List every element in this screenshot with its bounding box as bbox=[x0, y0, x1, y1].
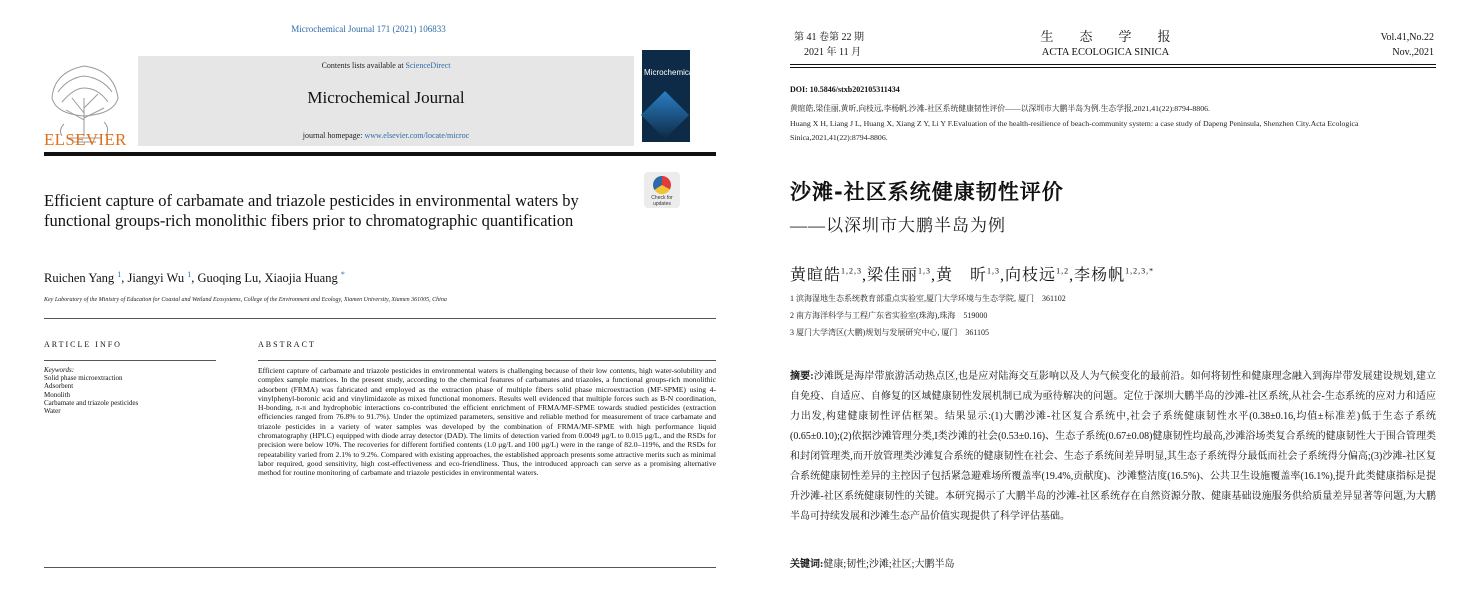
journal-homepage-line: journal homepage: www.elsevier.com/locate/microc bbox=[302, 131, 470, 140]
author-affiliation-mark[interactable]: 1 bbox=[187, 270, 192, 279]
abstract-block bbox=[790, 367, 1436, 527]
journal-title: Microchemical Journal bbox=[307, 88, 465, 107]
abstract-heading: ABSTRACT bbox=[258, 340, 316, 349]
contents-available-line: Contents lists available at ScienceDirect bbox=[321, 61, 451, 70]
bottom-divider bbox=[44, 567, 716, 568]
doi-link[interactable]: DOI: 10.5846/stxb202105311434 bbox=[790, 85, 900, 94]
journal-reference-link[interactable]: Microchemical Journal 171 (2021) 106833 bbox=[291, 24, 446, 34]
author-list: Ruichen Yang $^1$, Jiangyi Wu $^1$, Guoqing Lu, Xiaojia Huang * bbox=[44, 270, 345, 286]
sciencedirect-link[interactable]: ScienceDirect bbox=[405, 61, 451, 70]
affiliation-item: 3 厦门大学湾区(大鹏)规划与发展研究中心, 厦门 361105 bbox=[790, 328, 990, 337]
corresponding-author-mark[interactable]: * bbox=[340, 270, 345, 279]
keyword-item: Monolith bbox=[44, 390, 71, 399]
affiliation: Key Laboratory of the Ministry of Education for Coastal and Wetland Ecosystems, College of the Environment and Ecology, Xiamen University, Xiamen 361005, China bbox=[44, 297, 447, 303]
publisher-logo-text: ELSEVIER bbox=[44, 130, 127, 149]
article-title: 沙滩-社区系统健康韧性评价 bbox=[790, 180, 1064, 204]
article-subtitle: ——以深圳市大鹏半岛为例 bbox=[790, 216, 1006, 235]
article-info-divider bbox=[44, 360, 216, 361]
journal-title-cn: 生态学报 bbox=[1040, 29, 1197, 44]
header-divider bbox=[44, 152, 716, 156]
volume-issue-cn: 第 41 卷第 22 期 2021 年 11 月 bbox=[794, 32, 864, 58]
author-affiliation-mark[interactable]: 1,2 bbox=[1056, 266, 1070, 276]
keyword-item: Solid phase microextraction bbox=[44, 374, 123, 383]
corresponding-author-mark[interactable]: 1,2,3,* bbox=[1125, 266, 1155, 276]
affiliation-list bbox=[790, 290, 1066, 341]
abstract-divider bbox=[258, 360, 716, 361]
author-name: Jiangyi Wu bbox=[127, 271, 185, 286]
header-divider-second bbox=[790, 67, 1436, 68]
keywords-line bbox=[790, 555, 954, 570]
crossmark-icon bbox=[653, 176, 671, 194]
author-name: Xiaojia Huang bbox=[264, 271, 338, 286]
author-affiliation-mark[interactable]: 1,3 bbox=[987, 266, 1001, 276]
cover-graphic bbox=[641, 91, 689, 139]
author-list: 黄暄皓$^{1,2,3}$,梁佳丽$^{1,3}$,黄 昕$^{1,3}$,向枝远$^{1,2}$,李杨帆$^{1,2,3,*}$ bbox=[790, 266, 1155, 284]
abstract-text: Efficient capture of carbamate and triazole pesticides in environmental waters is challenging because of their low contents, high water-solubility and complex sample matrices. In the present study, according to the chemical features of carbamates and triazoles, a functional groups-rich monolithic adsorbent (FRMA) was fabricated and employed as the extraction phase of multiple fibers solid phase microextraction (MF-SPME) using 4-vinylphenyl-boronic acid and vinylimidazole as mixed functional monomers. Results well evidenced that multiple forces such as B-N coordination, H-bonding, π-π and hydrophobic interactions co-contributed the efficient enrichment of FRMA/MF-SPME towards studied pesticides (extraction efficiencies ranged from 76.8% to 91.7%). Under the optimized parameters, sensitive and reliable method for measurement of trace carbamate and triazole pesticides in a variety of water samples was developed by the combination of FRMA/MF-SPME with high performance liquid chromatography (HPLC) equipped with diode array detector (DAD). The limits of detection varied from 0.0049 μg/L to 0.015 μg/L, and the RSDs for precision were below 10%. The recoveries for different fortified contents (1.0 μg/L and 100 μg/L) were in the range of 82.0–119%, and the RSDs for repeatability varied from 2.1% to 9.2%. Compared with existing approaches, the established approach presents some attractive merits such as minimal labor required, good sensitivity, high cost-effectiveness and eco-friendliness. Thus, the introduced approach can serve as a promising alternative method for routine monitoring of carbamate and triazole pesticides in environmental waters. bbox=[258, 366, 716, 478]
author-name: 李杨帆 bbox=[1074, 267, 1126, 284]
journal-cover-thumbnail[interactable] bbox=[642, 50, 696, 142]
citation-cn: 黄暄皓,梁佳丽,黄昕,向枝远,李杨帆.沙滩-社区系统健康韧性评价——以深圳市大鹏半岛为例.生态学报,2021,41(22):8794-8806. bbox=[790, 104, 1210, 113]
keyword-item: Water bbox=[44, 407, 61, 416]
affiliation-item: 2 南方海洋科学与工程广东省实验室(珠海),珠海 519000 bbox=[790, 311, 988, 320]
citation-en: Huang X H, Liang J L, Huang X, Xiang Z Y, Li Y F.Evaluation of the health-resilience of beach-community system: a case study of Dapeng Peninsula, Shenzhen City.Acta Ecologica Sinica,2021,41(22):8794-8806. bbox=[790, 118, 1359, 142]
keywords-block bbox=[44, 366, 138, 415]
journal-banner bbox=[138, 56, 634, 146]
keyword-item: Carbamate and triazole pesticides bbox=[44, 398, 139, 407]
keywords-heading: 关键词: bbox=[790, 559, 824, 570]
journal-homepage-link[interactable]: www.elsevier.com/locate/microc bbox=[364, 131, 470, 140]
header-divider bbox=[790, 64, 1436, 65]
article-title: Efficient capture of carbamate and triazole pesticides in environmental waters by functional groups-rich monolithic fibers prior to chromatographic quantification bbox=[44, 191, 579, 230]
cover-title: Microchemical bbox=[644, 68, 696, 77]
keywords-heading: Keywords: bbox=[44, 366, 75, 374]
author-name: 黄 昕 bbox=[936, 267, 988, 284]
section-divider bbox=[44, 318, 716, 319]
author-name: Ruichen Yang bbox=[44, 271, 115, 286]
author-affiliation-mark[interactable]: 1,3 bbox=[918, 266, 932, 276]
author-affiliation-mark[interactable]: 1,2,3 bbox=[841, 266, 863, 276]
crossmark-label: Check for updates bbox=[651, 195, 673, 207]
check-for-updates-badge[interactable] bbox=[644, 172, 680, 208]
volume-issue-en: Vol.41,No.22 Nov.,2021 bbox=[1380, 32, 1434, 58]
author-name: Guoqing Lu bbox=[197, 271, 259, 286]
article-info-heading: ARTICLE INFO bbox=[44, 340, 122, 349]
right-paper-page bbox=[737, 0, 1474, 589]
author-affiliation-mark[interactable]: 1 bbox=[117, 270, 122, 279]
keyword-item: Adsorbent bbox=[44, 382, 74, 391]
abstract-heading: 摘要: bbox=[790, 371, 814, 382]
abstract-text: 沙滩既是海岸带旅游活动热点区,也是应对陆海交互影响以及人为气候变化的最前沿。如何将韧性和健康理念融入到海岸带发展建设规划,建立自免疫、自适应、自修复的区域健康韧性发展机制已成为亟待解决的问题。定位于深圳大鹏半岛的沙滩-社区系统,从社会-生态系统的应对力和适应力出发,构建健康韧性评估框架。结果显示:(1)大鹏沙滩-社区复合系统中,社会子系统健康韧性水平(0.38±0.16,均值±标准差)低于生态子系统(0.65±0.10);(2)依据沙滩管理分类,I类沙滩的社会(0.53±0.16)、生态子系统(0.67±0.08)健康韧性均最高,沙滩浴场类复合系统的健康韧性大于围合管理类和封闭管理类,而开放管理类沙滩复合系统的健康韧性在社会、生态子系统间差异明显,其生态子系统得分最低而社会子系统得分偏高;(3)沙滩-社区复合系统健康韧性差异的主控因子包括紧急避难场所覆盖率(19.4%,贡献度)、沙滩整洁度(16.5%)、公共卫生设施覆盖率(16.1%),提升此类健康指标是提升沙滩-社区系统健康韧性的关键。本研究揭示了大鹏半岛的沙滩-社区系统存在自然资源分散、健康基础设施服务供给质量差异显著等问题,为大鹏半岛可持续发展和沙滩生态产品价值实现提供了科学评估基础。 bbox=[790, 371, 1436, 522]
citation-block bbox=[790, 102, 1440, 146]
author-name: 向枝远 bbox=[1005, 267, 1057, 284]
affiliation-item: 1 滨海湿地生态系统教育部重点实验室,厦门大学环境与生态学院, 厦门 361102 bbox=[790, 294, 1066, 303]
keywords-text: 健康;韧性;沙滩;社区;大鹏半岛 bbox=[823, 559, 955, 570]
author-name: 梁佳丽 bbox=[867, 267, 919, 284]
author-name: 黄暄皓 bbox=[790, 267, 842, 284]
journal-title-en: ACTA ECOLOGICA SINICA bbox=[1041, 47, 1170, 58]
